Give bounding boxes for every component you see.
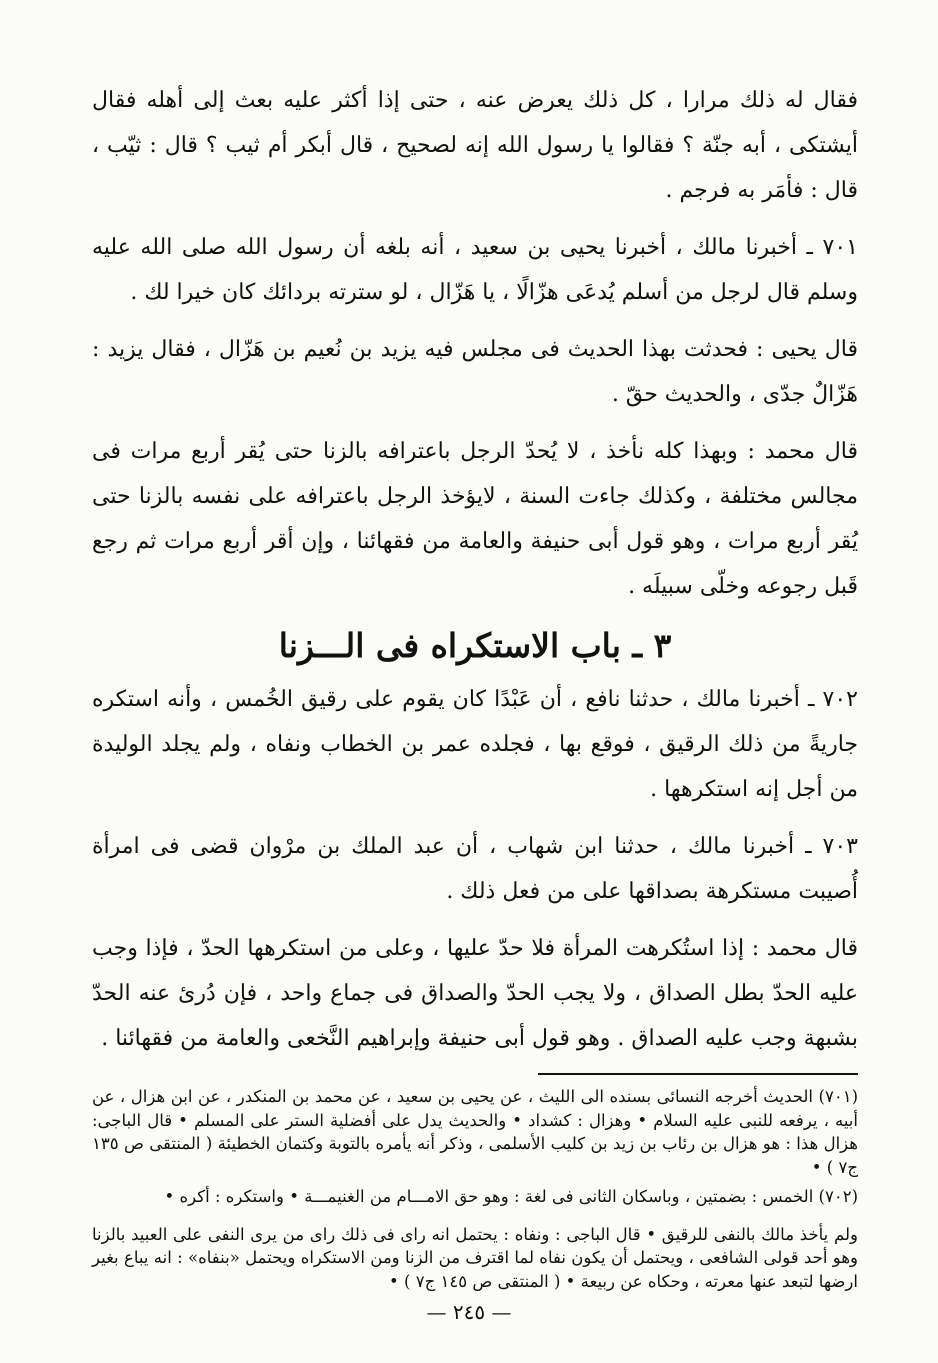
body-paragraph: قال يحيى : فحدثت بهذا الحديث فى مجلس فيه يزيد بن نُعيم بن هَزّال ، فقال يزيد : هَزّالٌ جدّى ، والحديث حقّ . (92, 337, 858, 407)
hadith-703: ٧٠٣ ـ أخبرنا مالك ، حدثنا ابن شهاب ، أن عبد الملك بن مرْوان قضى فى امرأة أُصيبت مستكرهة بصداقها على من فعل ذلك . (92, 834, 858, 904)
hadith-702: ٧٠٢ ـ أخبرنا مالك ، حدثنا نافع ، أن عَبْدًا كان يقوم على رقيق الخُمس ، وأنه استكره جاريةً من ذلك الرقيق ، فوقع بها ، فجلده عمر بن الخطاب ونفاه ، ولم يجلد الوليدة من أجل إنه استكرهها . (92, 687, 858, 802)
section-heading: ٣ ـ باب الاستكراه فى الـــزنا (278, 626, 672, 665)
footnote-702-continued: ولم يأخذ مالك بالنفى للرقيق • قال الباجى : ونفاه : يحتمل انه راى فى ذلك راى من يرى النفى على العبيد بالزنا وهو أحد قولى الشافعى ، ويحتمل أن يكون نفاه لما اقترف من الزنا ومن الاستكراه ويحتمل «بنفاه» : انه يباع بغير ارضها لتبعد عنها معرته ، وحكاه عن ربيعة • ( المنتقى ص ١٤٥ ج٧ ) • (92, 1224, 858, 1291)
commentary-paragraph: قال محمد : وبهذا كله نأخذ ، لا يُحدّ الرجل باعترافه بالزنا حتى يُقر أربع مرات فى مجالس مختلفة ، وكذلك جاءت السنة ، لايؤخذ الرجل باعترافه على نفسه بالزنا حتى يُقر أربع مرات ، وهو قول أبى حنيفة والعامة من فقهائنا ، وإن أقر أربع مرات ثم رجع قَبل رجوعه وخلّى سبيلَه . (92, 439, 858, 599)
commentary-paragraph: قال محمد : إذا استُكرهت المرأة فلا حدّ عليها ، وعلى من استكرهها الحدّ ، فإذا وجب عليه الحدّ بطل الصداق ، ولا يجب الحدّ والصداق فى جماع واحد ، فإن دُرئ عنه الحدّ بشبهة وجب عليه الصداق . وهو قول أبى حنيفة وإبراهيم النَّخعى والعامة من فقهائنا . (92, 936, 858, 1051)
hadith-701: ٧٠١ ـ أخبرنا مالك ، أخبرنا يحيى بن سعيد ، أنه بلغه أن رسول الله صلى الله عليه وسلم قال لرجل من أسلم يُدعَى هزّالًا ، يا هَزّال ، لو سترته بردائك كان خيرا لك . (92, 235, 858, 305)
page-number: — ٢٤٥ — (426, 1300, 512, 1324)
body-paragraph: فقال له ذلك مرارا ، كل ذلك يعرض عنه ، حتى إذا أكثر عليه بعث إلى أهله فقال أيشتكى ، أبه جنّة ؟ فقالوا يا رسول الله إنه لصحيح ، قال أبكر أم ثيب ؟ قال : ثيّب ، قال : فأمَر به فرجم . (92, 88, 858, 203)
footnote-701: (٧٠١) الحديث أخرجه النسائى بسنده الى الليث ، عن يحيى بن سعيد ، عن محمد بن المنكدر ، عن ابن هزال ، عن أبيه ، يرفعه للنبى عليه السلام • وهزال : كشداد • والحديث يدل على أفضلية الستر على المسلم • قال الباجى: هزال هذا : هو هزال بن رئاب بن زيد بن كليب الأسلمى ، وذكر أنه يأمره بالتوبة وكتمان الخطيئة ( المنتقى ص ١٣٥ ج٧ ) • (92, 1087, 858, 1177)
footnote-divider (538, 1073, 858, 1075)
footnote-702: (٧٠٢) الخمس : بضمتين ، وباسكان الثانى فى لغة : وهو حق الامـــام من الغنيمـــة • واستكره : أكره • (164, 1187, 858, 1206)
